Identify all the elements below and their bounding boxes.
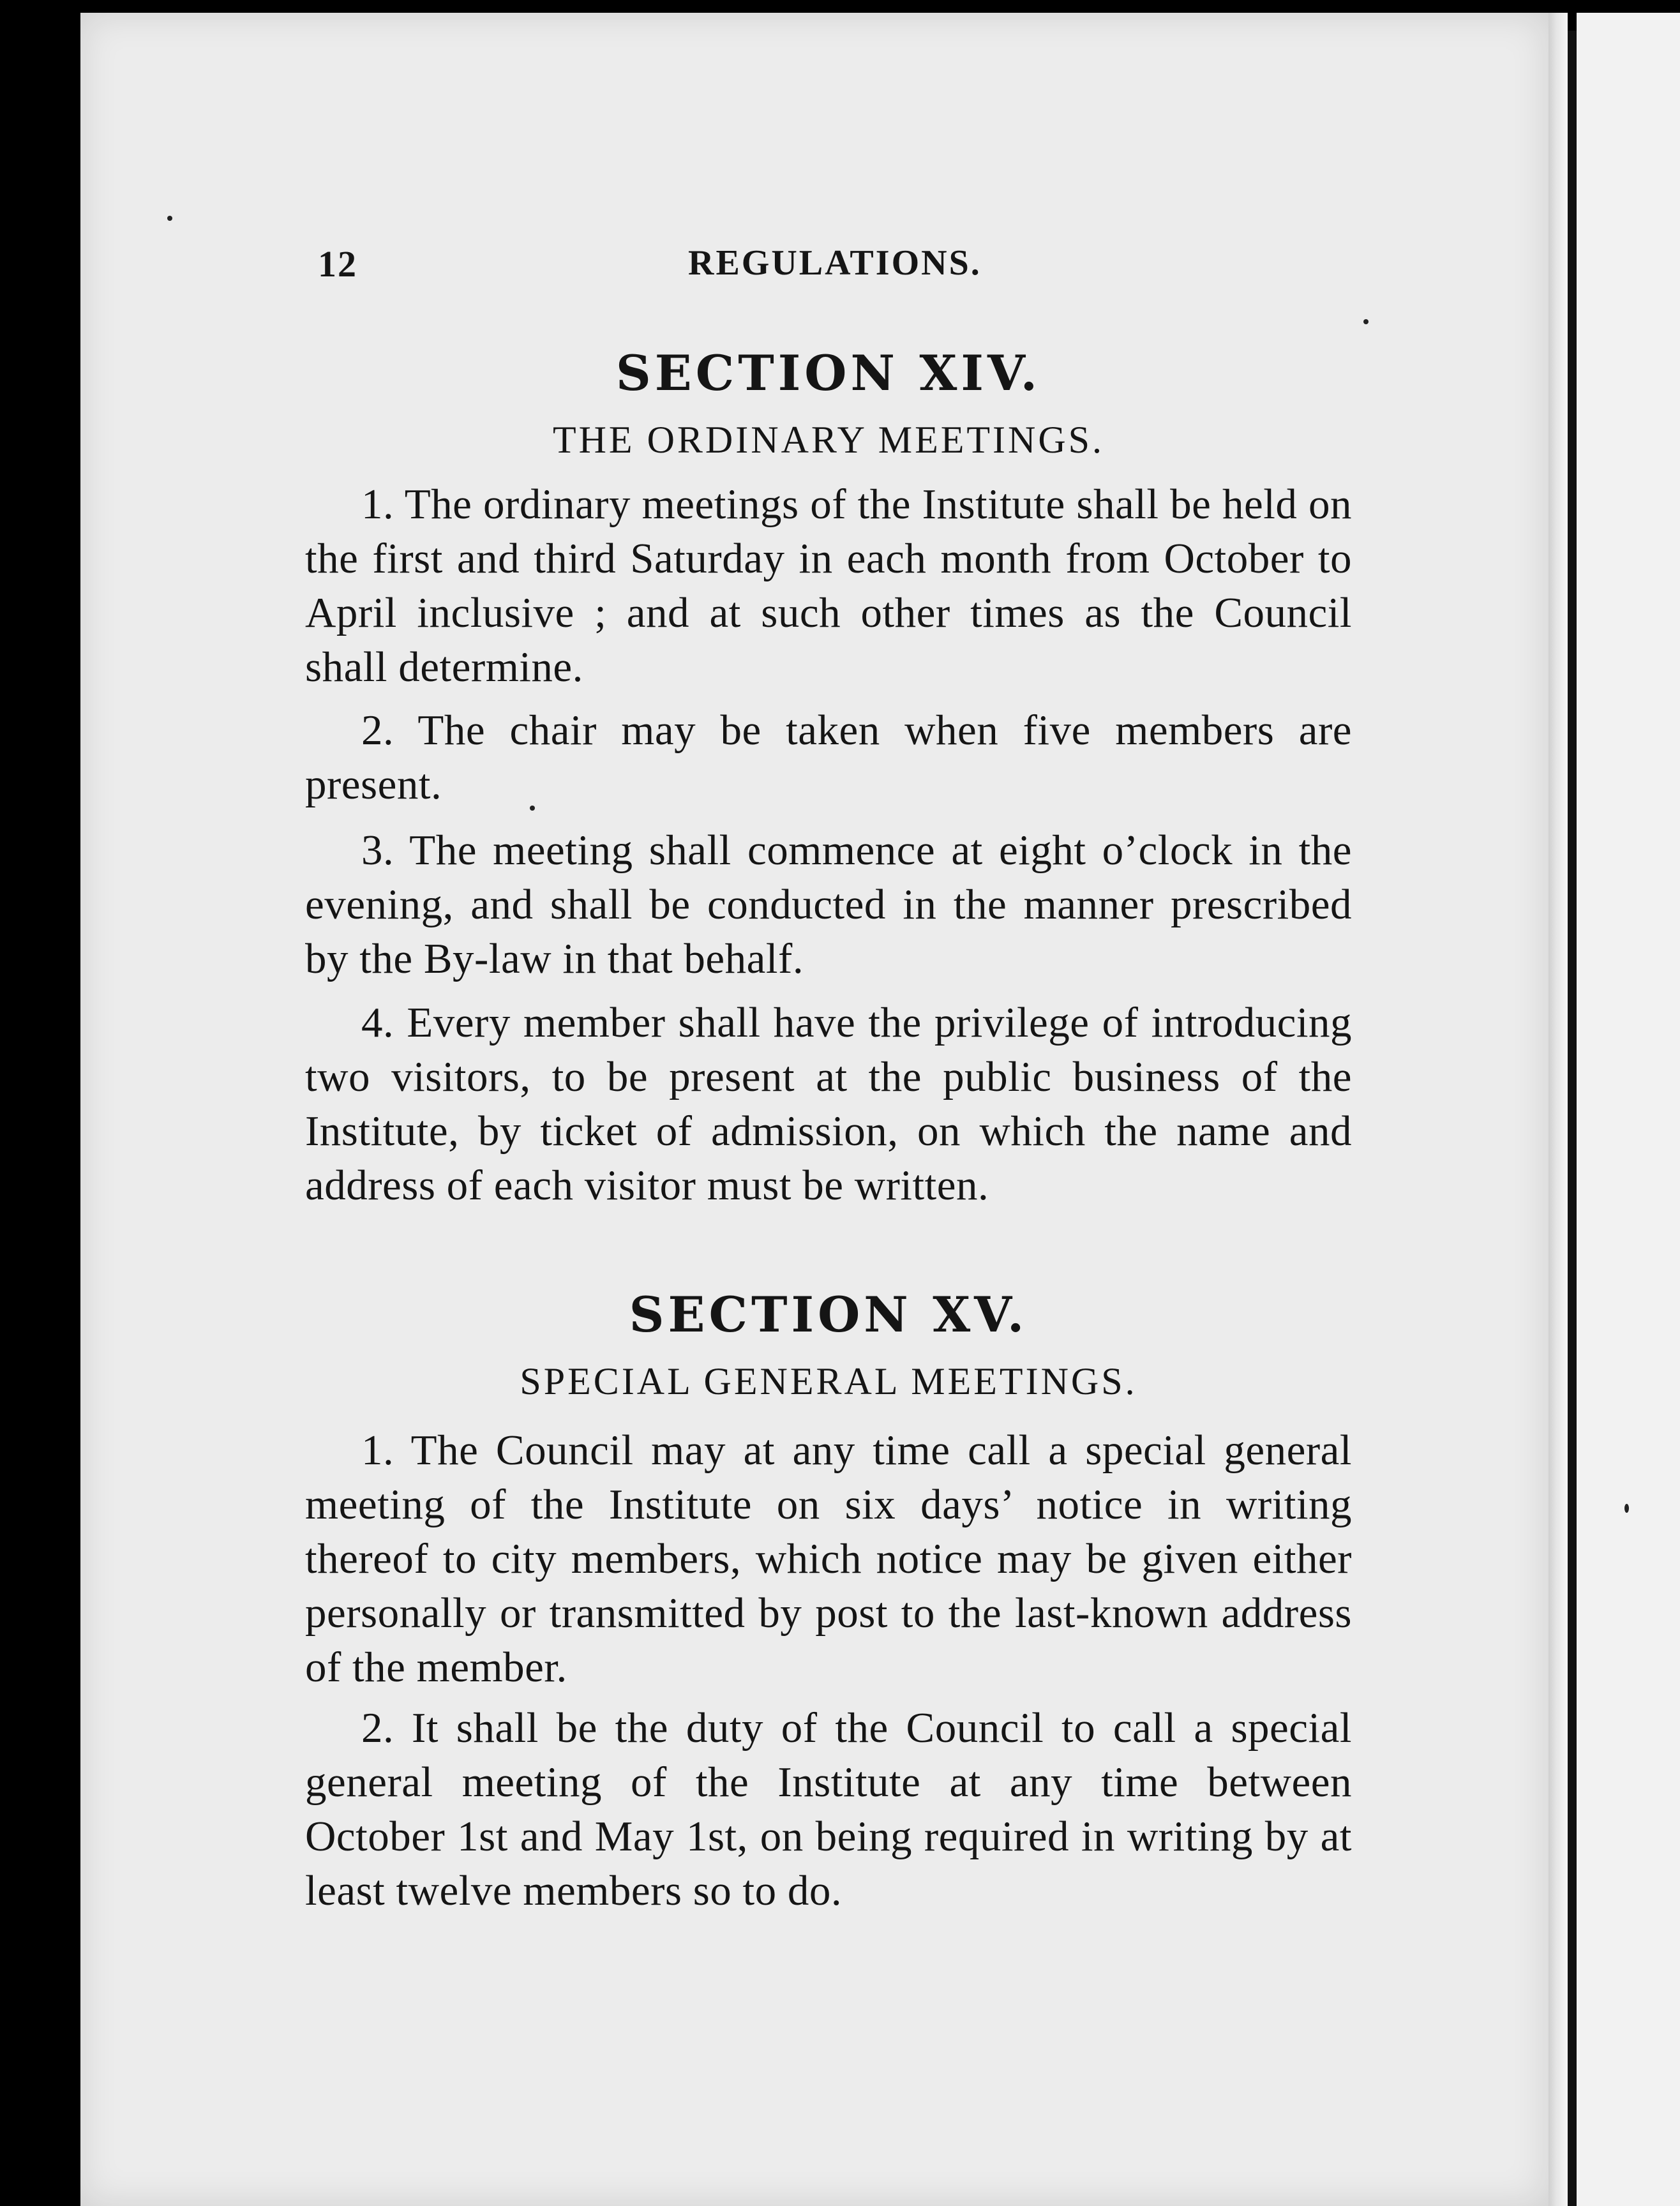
section-15-heading: SECTION XV. <box>629 1286 1028 1343</box>
paper-speck <box>1624 1504 1629 1513</box>
paper-speck <box>1363 319 1369 324</box>
page-edge <box>1549 13 1568 2206</box>
book-gutter <box>1568 31 1577 2206</box>
section-15-subheading: SPECIAL GENERAL MEETINGS. <box>520 1360 1137 1402</box>
section-15-paragraph-1: 1. The Council may at any time call a special general meeting of the Institute on six days’ notice in writing thereof to city members, which notice may be given either personally or transmitted by post to the last-known address of the member. <box>305 1427 1352 1691</box>
running-title: REGULATIONS. <box>688 243 982 283</box>
page-number: 12 <box>318 243 357 285</box>
section-14-paragraph-3: 3. The meeting shall commence at eight o’clock in the evening, and shall be conducted in the manner prescribed by the By-law in that behalf. <box>305 827 1352 982</box>
section-14-paragraph-2: 2. The chair may be taken when five members are present. <box>305 707 1352 808</box>
paper-speck <box>167 216 172 221</box>
section-14-paragraph-1: 1. The ordinary meetings of the Institute shall be held on the first and third Saturday in each month from October to April inclusive ; and at such other times as the Council shall determine. <box>305 481 1352 691</box>
section-14-paragraph-4: 4. Every member shall have the privilege of introducing two visitors, to be present at the public business of the Institute, by ticket of admission, on which the name and address of each visitor must be written. <box>305 999 1352 1209</box>
section-14-heading: SECTION XIV. <box>615 345 1042 401</box>
facing-page-edge <box>1577 13 1680 2206</box>
section-14-subheading: THE ORDINARY MEETINGS. <box>552 419 1105 461</box>
section-15-paragraph-2: 2. It shall be the duty of the Council to call a special general meeting of the Institute at any time between October 1st and May 1st, on being required in writing by at least twelve members so to do. <box>305 1704 1352 1914</box>
running-head <box>305 243 1352 287</box>
